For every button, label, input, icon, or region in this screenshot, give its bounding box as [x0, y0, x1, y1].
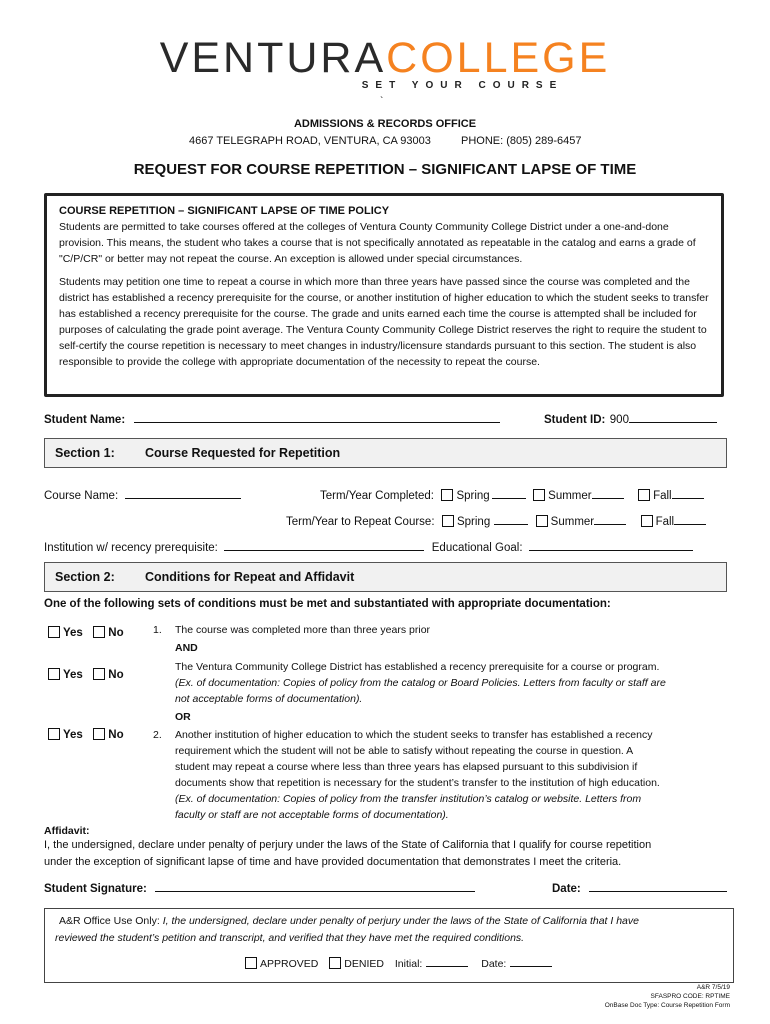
term-repeat-row [286, 512, 706, 530]
section-2-number: Section 2: [55, 570, 115, 584]
educational-goal-field[interactable] [529, 538, 693, 551]
condition-1-text: The course was completed more than three years prior [175, 624, 431, 636]
condition-2-yes-label: Yes [63, 729, 83, 741]
condition-1-number: 1. [153, 624, 162, 636]
condition-2-yesno [48, 725, 124, 743]
condition-2-line-4: documents show that repetition is necessary for the student’s transfer to the institution of high education. [175, 777, 660, 789]
repeat-fall-checkbox[interactable] [641, 515, 653, 527]
approved-label: APPROVED [260, 958, 319, 970]
institution-field[interactable] [224, 538, 424, 551]
student-name-field[interactable] [134, 410, 500, 423]
condition-and: AND [175, 642, 198, 654]
student-signature-field[interactable] [155, 879, 475, 892]
student-id-prefix: 900 [609, 414, 629, 426]
condition-2-line-3: student may repeat a course where less than three years has elapsed pursuant to this subdivision if [175, 761, 638, 773]
approved-checkbox[interactable] [245, 957, 257, 969]
policy-box [44, 193, 724, 397]
signature-date-field[interactable] [589, 879, 727, 892]
signature-date-label: Date: [552, 883, 581, 895]
logo-tagline: SET YOUR COURSE [361, 80, 564, 91]
term-completed-label: Term/Year Completed: [320, 490, 434, 502]
initial-field[interactable] [426, 954, 468, 967]
condition-2-yes-checkbox[interactable] [48, 728, 60, 740]
condition-1b-yes-label: Yes [63, 669, 83, 681]
affidavit-label: Affidavit: [44, 825, 90, 837]
footer-line-1: A&R 7/5/19 [696, 984, 730, 991]
denied-checkbox[interactable] [329, 957, 341, 969]
repeat-summer-year-field[interactable] [594, 512, 626, 525]
completed-summer-checkbox[interactable] [533, 489, 545, 501]
course-name-row [44, 486, 241, 504]
completed-spring-label: Spring [456, 490, 490, 502]
signature-row [44, 879, 475, 897]
repeat-summer-label: Summer [550, 516, 595, 528]
educational-goal-label: Educational Goal: [431, 542, 523, 554]
policy-heading: COURSE REPETITION – SIGNIFICANT LAPSE OF TIME POLICY [59, 205, 390, 217]
office-use-text-1: I, the undersigned, declare under penalty of perjury under the laws of the State of California that I have [162, 915, 639, 927]
condition-2-note-line-2: faculty or staff are not acceptable forms of documentation). [175, 809, 449, 821]
completed-spring-checkbox[interactable] [441, 489, 453, 501]
office-address: 4667 TELEGRAPH ROAD, VENTURA, CA 93003 [189, 135, 431, 147]
logo-ventura: VENTURA [159, 34, 387, 82]
condition-2-line-1: Another institution of higher education to which the student seeks to transfer has established a recency [175, 729, 653, 741]
repeat-spring-checkbox[interactable] [442, 515, 454, 527]
section-2-header [44, 562, 727, 592]
office-use-line-1 [55, 913, 723, 930]
office-use-box [44, 908, 734, 983]
student-signature-label: Student Signature: [44, 883, 147, 895]
student-name-label: Student Name: [44, 414, 126, 426]
college-logo [0, 34, 770, 82]
affidavit-line-1: I, the undersigned, declare under penalty of perjury under the laws of the State of California that I qualify for course repetition [44, 839, 652, 851]
form-footer [605, 983, 730, 1010]
completed-summer-year-field[interactable] [592, 486, 624, 499]
policy-paragraph-2: Students may petition one time to repeat a course in which more than three years have passed since the course was completed and the district has established a recency prerequisite for the course, or another institution of higher education to which the student seeks to transfer has established a recency prerequisite for the course. The grade and units earned each time the course is attempted shall be included for purposes of calculating the grade point average. The Ventura County Community College District reserves the right to require the student to self-certify the course repetition is necessary to meet changes in industry/licensure standards pursuant to this section. The student is also responsible to provide the college with appropriate documentation of the necessity to repeat the course. [59, 276, 709, 368]
condition-2-line-2: requirement which the student will not be able to satisfy without repeating the course in question. A [175, 745, 634, 757]
repeat-fall-year-field[interactable] [674, 512, 706, 525]
completed-summer-label: Summer [548, 490, 592, 502]
section-2-title: Conditions for Repeat and Affidavit [145, 570, 355, 584]
repeat-spring-label: Spring [456, 516, 491, 528]
office-use-text-2: reviewed the student’s petition and transcript, and verified that they have met the required conditions. [55, 932, 525, 944]
office-date-label: Date: [481, 958, 507, 970]
office-use-label: A&R Office Use Only: [59, 915, 160, 927]
office-phone: PHONE: (805) 289-6457 [461, 135, 582, 147]
denied-label: DENIED [344, 958, 384, 970]
condition-1-yesno [48, 623, 124, 641]
stray-mark: ` [380, 96, 384, 107]
repeat-fall-label: Fall [655, 516, 675, 528]
condition-1b-yes-checkbox[interactable] [48, 668, 60, 680]
student-id-field[interactable] [629, 410, 717, 423]
condition-2-number: 2. [153, 729, 162, 741]
section-1-header [44, 438, 727, 468]
policy-paragraph-1: Students are permitted to take courses offered at the colleges of Ventura County Community College District under a one-and-done provision. This means, the student who takes a course that is not specifically annotated as repeatable in the catalog and earns a grade of "C/P/CR" or better may not repeat the course. An exception is allowed under special circumstances. [59, 221, 696, 265]
institution-label: Institution w/ recency prerequisite: [44, 542, 218, 554]
condition-2-no-label: No [108, 729, 124, 741]
term-repeat-label: Term/Year to Repeat Course: [286, 516, 435, 528]
condition-1b-note-line-1: (Ex. of documentation: Copies of policy from the catalog or Board Policies. Letters from faculty or staff are [175, 677, 666, 689]
completed-fall-year-field[interactable] [672, 486, 704, 499]
office-use-approval-row [55, 954, 723, 973]
repeat-summer-checkbox[interactable] [536, 515, 548, 527]
signature-date-row [552, 879, 727, 897]
affidavit-line-2: under the exception of significant lapse of time and have provided documentation that demonstrates I meet the criteria. [44, 856, 622, 868]
completed-fall-label: Fall [653, 490, 672, 502]
course-name-field[interactable] [125, 486, 241, 499]
course-name-label: Course Name: [44, 490, 119, 502]
student-name-row [44, 410, 500, 428]
condition-1b-yesno [48, 665, 124, 683]
completed-spring-year-field[interactable] [492, 486, 526, 499]
conditions-intro: One of the following sets of conditions must be met and substantiated with appropriate documentation: [44, 598, 611, 610]
condition-2-note-line-1: (Ex. of documentation: Copies of policy from the transfer institution’s catalog or website. Letters from [175, 793, 642, 805]
condition-1-no-checkbox[interactable] [93, 626, 105, 638]
student-id-label: Student ID: [544, 414, 606, 426]
initial-label: Initial: [394, 958, 423, 970]
office-name: ADMISSIONS & RECORDS OFFICE [293, 118, 477, 130]
term-completed-row [320, 486, 704, 504]
form-title: REQUEST FOR COURSE REPETITION – SIGNIFICANT LAPSE OF TIME [133, 161, 637, 178]
office-date-field[interactable] [510, 954, 552, 967]
section-1-number: Section 1: [55, 446, 115, 460]
condition-1b-no-label: No [108, 669, 124, 681]
completed-fall-checkbox[interactable] [638, 489, 650, 501]
repeat-spring-year-field[interactable] [494, 512, 528, 525]
section-1-title: Course Requested for Repetition [145, 446, 341, 460]
condition-2-no-checkbox[interactable] [93, 728, 105, 740]
footer-line-3: OnBase Doc Type: Course Repetition Form [604, 1002, 730, 1009]
condition-1-yes-label: Yes [63, 627, 83, 639]
condition-1-no-label: No [108, 627, 124, 639]
footer-line-2: SFASPRO CODE: RPTIME [650, 993, 730, 1000]
condition-1-yes-checkbox[interactable] [48, 626, 60, 638]
logo-college: COLLEGE [386, 34, 611, 82]
institution-row [44, 538, 693, 556]
condition-1b-note-line-2: not acceptable forms of documentation). [175, 693, 363, 705]
condition-1b-no-checkbox[interactable] [93, 668, 105, 680]
condition-1b-text: The Ventura Community College District has established a recency prerequisite for a course or program. [175, 661, 660, 673]
student-id-row [544, 410, 717, 428]
condition-or: OR [175, 711, 191, 723]
